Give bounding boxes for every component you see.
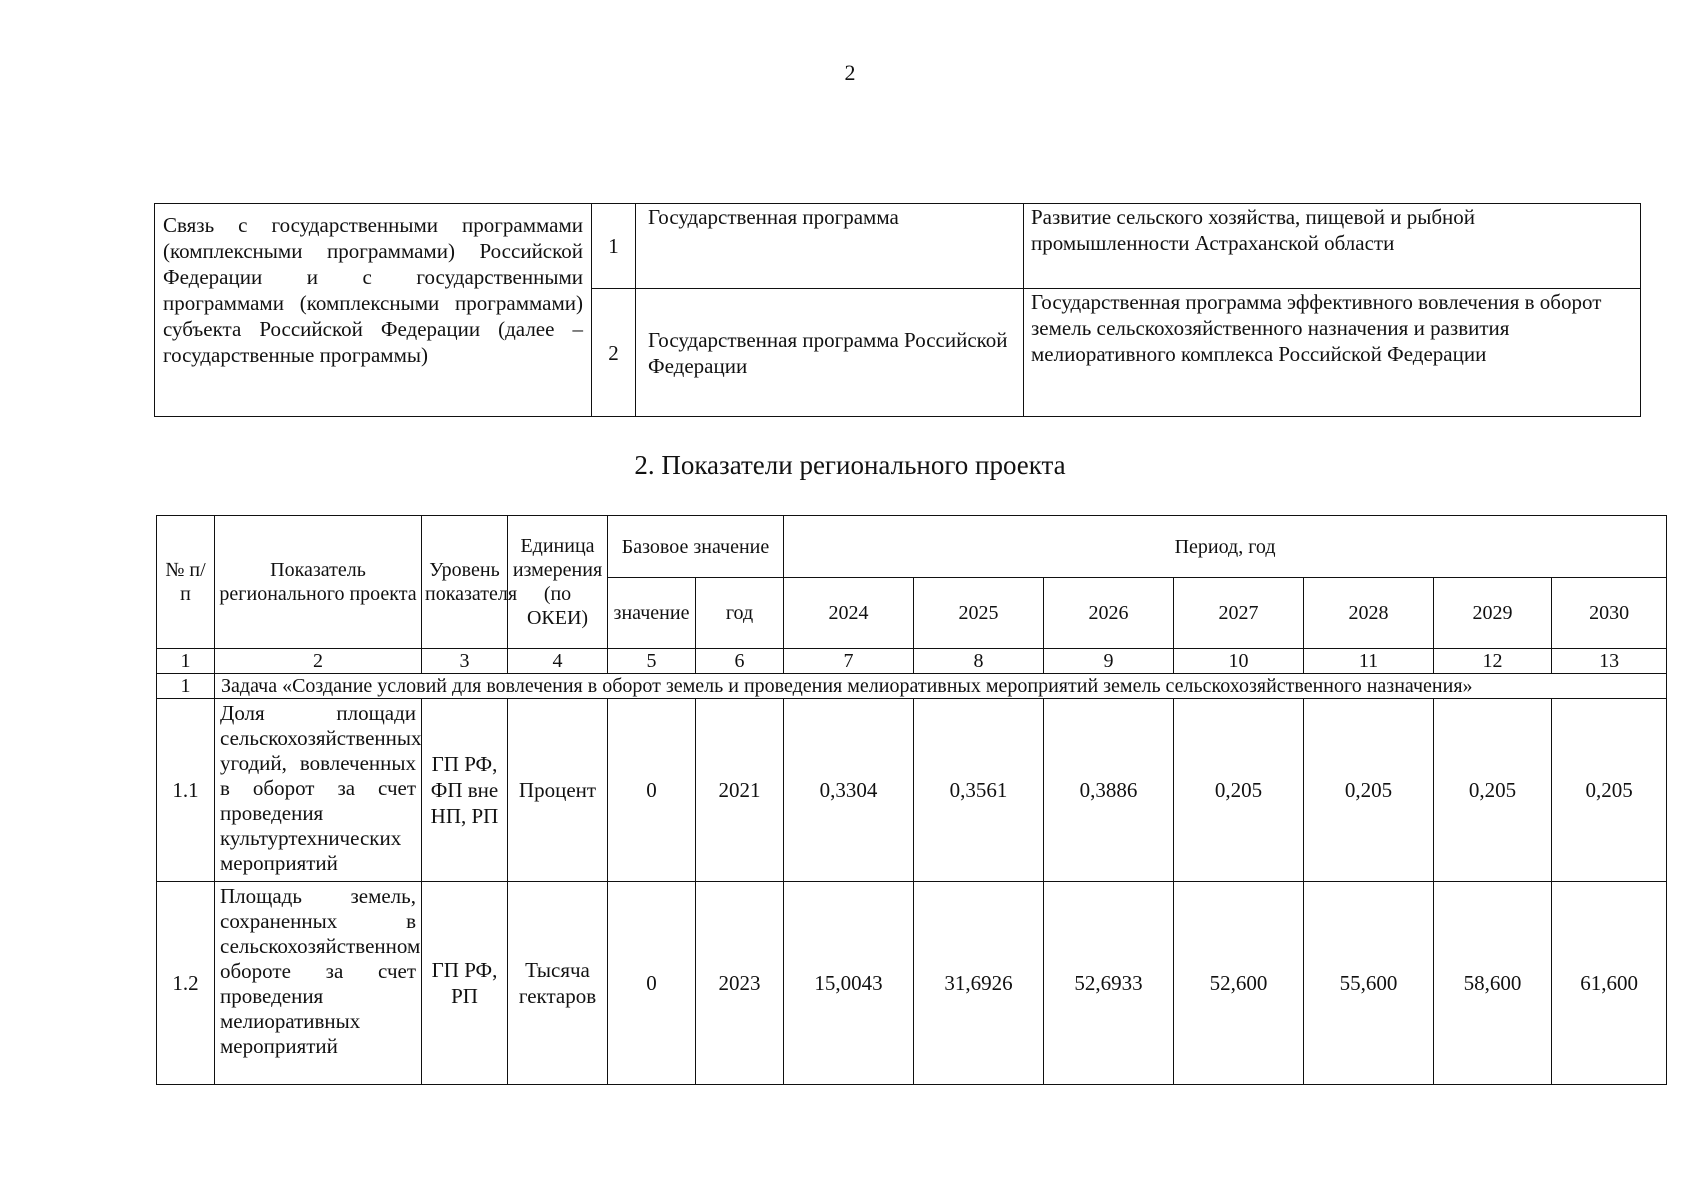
header-year: 2024: [784, 578, 914, 649]
indicators-table: [156, 515, 1667, 1085]
year-value: 15,0043: [784, 882, 914, 1085]
year-value: 0,205: [1552, 699, 1667, 882]
header-year: 2029: [1434, 578, 1552, 649]
program-name: Государственная программа эффективного вовлечения в оборот земель сельскохозяйственного назначения и развития мелиоративного комплекса Российской Федерации: [1024, 289, 1641, 417]
header-year: 2027: [1174, 578, 1304, 649]
indicator-level: ГП РФ, ФП вне НП, РП: [422, 699, 508, 882]
column-number: 2: [215, 649, 422, 674]
task-number: 1: [157, 674, 215, 699]
header-base: Базовое значение: [608, 516, 784, 578]
programs-table: [154, 203, 1641, 417]
task-text: Задача «Создание условий для вовлечения в оборот земель и проведения мелиоративных мероприятий земель сельскохозяйственного назначения»: [215, 674, 1667, 699]
column-numbers-row: [157, 649, 1667, 674]
program-type: Государственная программа Российской Федерации: [636, 289, 1024, 417]
row-number: 1.1: [157, 699, 215, 882]
program-type: Государственная программа: [636, 204, 1024, 289]
column-number: 6: [696, 649, 784, 674]
column-number: 13: [1552, 649, 1667, 674]
header-unit: Единица измерения (по ОКЕИ): [508, 516, 608, 649]
program-name: Развитие сельского хозяйства, пищевой и рыбной промышленности Астраханской области: [1024, 204, 1641, 289]
header-year: 2025: [914, 578, 1044, 649]
year-value: 52,6933: [1044, 882, 1174, 1085]
base-year: 2021: [696, 699, 784, 882]
year-value: 58,600: [1434, 882, 1552, 1085]
header-base-value: значение: [608, 578, 696, 649]
task-row: [157, 674, 1667, 699]
column-number: 3: [422, 649, 508, 674]
column-number: 11: [1304, 649, 1434, 674]
year-value: 0,205: [1434, 699, 1552, 882]
header-base-year: год: [696, 578, 784, 649]
table-row: [157, 699, 1667, 882]
year-value: 55,600: [1304, 882, 1434, 1085]
column-number: 5: [608, 649, 696, 674]
table-row: [157, 882, 1667, 1085]
header-level: Уровень показателя: [422, 516, 508, 649]
header-period: Период, год: [784, 516, 1667, 578]
indicator-name: Площадь земель, сохраненных в сельскохозяйственном обороте за счет проведения мелиоративных мероприятий: [215, 882, 422, 1085]
header-num: № п/п: [157, 516, 215, 649]
column-number: 12: [1434, 649, 1552, 674]
programs-row: [155, 204, 1641, 289]
programs-description: Связь с государственными программами (комплексными программами) Российской Федерации и с государственными программами (комплексными программами) субъекта Российской Федерации (далее – государственные программы): [155, 204, 592, 417]
year-value: 0,205: [1174, 699, 1304, 882]
year-value: 0,205: [1304, 699, 1434, 882]
program-number: 2: [592, 289, 636, 417]
year-value: 52,600: [1174, 882, 1304, 1085]
year-value: 0,3561: [914, 699, 1044, 882]
year-value: 61,600: [1552, 882, 1667, 1085]
column-number: 9: [1044, 649, 1174, 674]
header-row: [157, 516, 1667, 578]
header-year: 2026: [1044, 578, 1174, 649]
column-number: 8: [914, 649, 1044, 674]
indicator-level: ГП РФ, РП: [422, 882, 508, 1085]
base-value: 0: [608, 882, 696, 1085]
column-number: 4: [508, 649, 608, 674]
header-indicator: Показатель регионального проекта: [215, 516, 422, 649]
indicator-name: Доля площади сельскохозяйственных угодий, вовлеченных в оборот за счет проведения культуртехнических мероприятий: [215, 699, 422, 882]
section-title: 2. Показатели регионального проекта: [634, 450, 1066, 480]
header-year: 2028: [1304, 578, 1434, 649]
year-value: 31,6926: [914, 882, 1044, 1085]
row-number: 1.2: [157, 882, 215, 1085]
program-number: 1: [592, 204, 636, 289]
year-value: 0,3886: [1044, 699, 1174, 882]
column-number: 7: [784, 649, 914, 674]
page-number: 2: [844, 60, 856, 85]
base-value: 0: [608, 699, 696, 882]
header-year: 2030: [1552, 578, 1667, 649]
base-year: 2023: [696, 882, 784, 1085]
indicator-unit: Тысяча гектаров: [508, 882, 608, 1085]
indicator-unit: Процент: [508, 699, 608, 882]
year-value: 0,3304: [784, 699, 914, 882]
column-number: 10: [1174, 649, 1304, 674]
column-number: 1: [157, 649, 215, 674]
